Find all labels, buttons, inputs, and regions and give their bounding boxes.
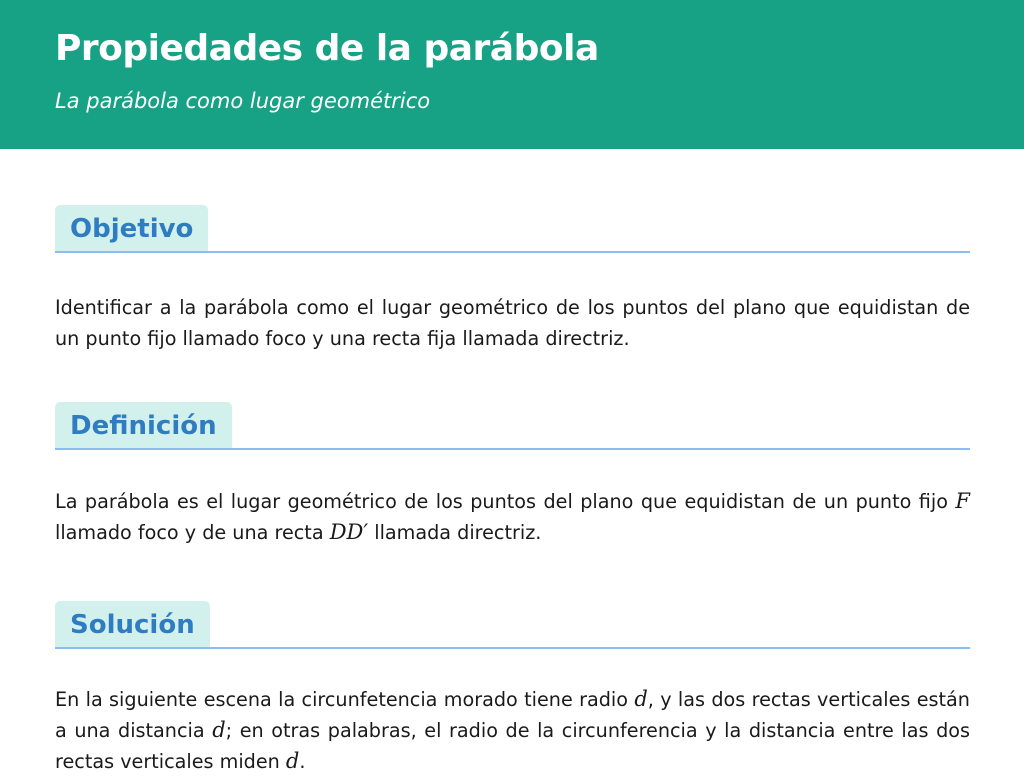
- body-text: , y las dos rectas verticales están a una distancia: [55, 688, 970, 742]
- section-heading-bar: [55, 400, 970, 450]
- body-text: La parábola es el lugar geométrico de los puntos del plano que equidistan de un punto fijo: [55, 490, 956, 513]
- section-title-definicion: Definición: [55, 402, 232, 448]
- body-text: llamada directriz.: [368, 521, 542, 544]
- section-body-solucion: [55, 684, 970, 777]
- math-d: d: [285, 749, 300, 773]
- math-d: d: [634, 687, 648, 711]
- section-definicion: [55, 400, 970, 548]
- math-focus-f: F: [955, 489, 970, 513]
- body-text: En la siguiente escena la circunfetencia morado tiene radio: [55, 688, 635, 711]
- page-subtitle: La parábola como lugar geométrico: [55, 89, 431, 113]
- section-solucion: [55, 599, 970, 777]
- section-body-definicion: [55, 486, 970, 548]
- section-title-objetivo: Objetivo: [55, 205, 208, 251]
- page-title: Propiedades de la parábola: [55, 28, 599, 69]
- section-body-objetivo: Identificar a la parábola como el lugar geométrico de los puntos del plano que equidistan de un punto fijo llamado foco y una recta fija llamada directriz.: [55, 296, 970, 350]
- body-text: llamado foco y de una recta: [55, 521, 330, 544]
- body-text: .: [299, 750, 306, 773]
- math-directrix-dd: DD′: [329, 520, 369, 544]
- page-header: [0, 0, 1024, 149]
- math-d: d: [212, 718, 226, 742]
- section-title-solucion: Solución: [55, 601, 210, 647]
- section-heading-bar: [55, 599, 970, 649]
- body-text: ; en otras palabras, el radio de la circunferencia y la distancia entre las dos rectas verticales miden: [55, 719, 970, 773]
- section-objetivo: [55, 203, 970, 354]
- section-heading-bar: [55, 203, 970, 253]
